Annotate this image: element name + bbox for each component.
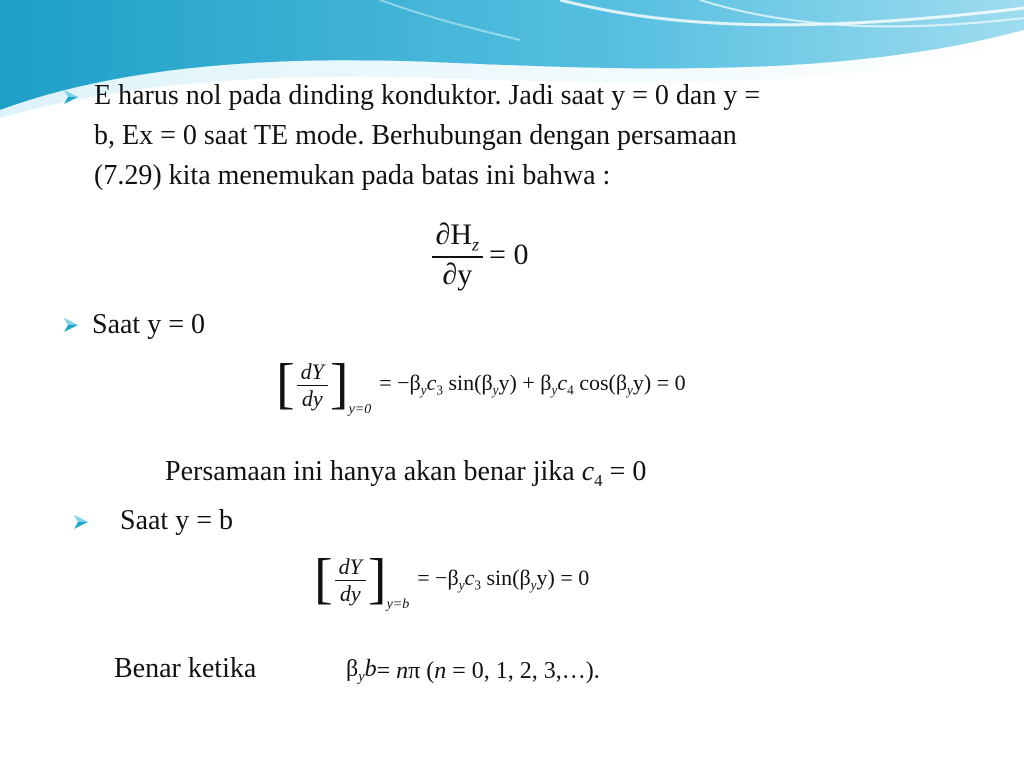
condition-note: Persamaan ini hanya akan benar jika $c_4 = 0$: [165, 456, 647, 490]
equation-dY-dy-at-yb: [ $\frac{dY}{dy}$ ] y=b = $-\beta_yc_3$ $\sin(\beta_yy) = 0$: [306, 530, 656, 628]
paragraph-line-1: E harus nol pada dinding konduktor. Jadi saat y = 0 dan y =: [94, 80, 761, 111]
condition-eq-part: =: [376, 657, 397, 684]
equation-dHz-dy: $\frac{\partial H_z}{\partial y}$ = 0: [408, 206, 552, 304]
paragraph-line-2: b, Ex = 0 saat TE mode. Berhubungan dengan persamaan: [94, 120, 737, 151]
equation-dY-dy-at-y0: [ $\frac{dY}{dy}$ ] y=0 = $-\beta_yc_3$ $\sin(\beta_yy) + \beta_yc_4$ $\cos(\beta_yy) = 0$: [266, 336, 782, 432]
item-label-yb: Saat y = b: [120, 505, 233, 536]
arrow-bullet-icon: [72, 513, 90, 531]
arrow-bullet-icon: [62, 88, 80, 106]
item-label-y0: Saat y = 0: [92, 309, 205, 340]
condition-label: Benar ketika: [114, 653, 257, 684]
arrow-bullet-icon: [62, 316, 80, 334]
equation-beta-y-b: $\beta_yb$ = nπ (n = 0, 1, 2, 3,…).: [340, 648, 680, 694]
paragraph-line-3: (7.29) kita menemukan pada batas ini bahwa :: [94, 160, 611, 191]
